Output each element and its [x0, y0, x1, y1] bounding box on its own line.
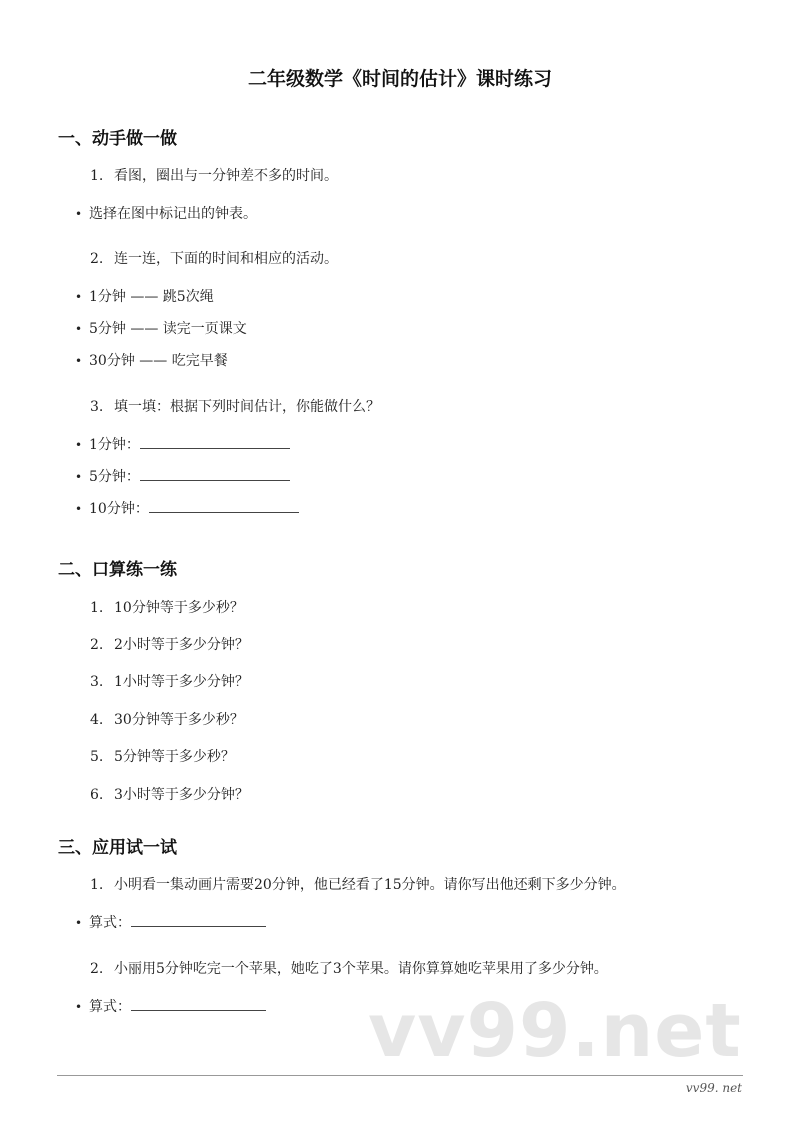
question-number: 1. [90, 168, 104, 184]
question-1-3 [90, 396, 380, 416]
question-text: 小丽用5分钟吃完一个苹果，她吃了3个苹果。请你算算她吃苹果用了多少分钟。 [114, 961, 608, 977]
word-problem-2 [90, 958, 608, 978]
answer-blank[interactable] [149, 498, 299, 513]
bullet-text: 算式： [89, 999, 131, 1015]
question-1-2 [90, 248, 338, 268]
bullet-icon: • [75, 322, 83, 336]
bullet-text: 1分钟 —— 跳5次绳 [89, 289, 214, 305]
bullet-text: 10分钟： [89, 501, 149, 517]
bullet-icon: • [75, 502, 83, 516]
question-number: 3. [90, 399, 104, 415]
question-number: 4. [90, 712, 104, 728]
footer-site: vv99. net [685, 1081, 742, 1095]
answer-blank[interactable] [131, 912, 266, 927]
question-text: 看图，圈出与一分钟差不多的时间。 [114, 168, 338, 184]
calc-item-2 [90, 634, 249, 654]
question-number: 5. [90, 749, 104, 765]
fill-item-3 [75, 498, 299, 518]
section-heading-3: 三、应用试一试 [58, 838, 177, 858]
section-heading-1: 一、动手做一做 [58, 129, 177, 149]
bullet-icon: • [75, 207, 83, 221]
calc-item-6 [90, 784, 249, 804]
question-text: 1小时等于多少分钟？ [114, 674, 249, 690]
bullet-icon: • [75, 470, 83, 484]
footer-divider [57, 1075, 743, 1076]
match-item-1 [75, 286, 214, 306]
question-text: 5分钟等于多少秒？ [114, 749, 235, 765]
question-text: 2小时等于多少分钟？ [114, 637, 249, 653]
question-text: 小明看一集动画片需要20分钟，他已经看了15分钟。请你写出他还剩下多少分钟。 [114, 877, 626, 893]
calc-item-1 [90, 597, 244, 617]
bullet-text: 5分钟 —— 读完一页课文 [89, 321, 247, 337]
bullet-item [75, 203, 257, 223]
question-number: 6. [90, 787, 104, 803]
bullet-text: 选择在图中标记出的钟表。 [89, 206, 257, 222]
formula-line-2 [75, 996, 266, 1016]
calc-item-4 [90, 709, 244, 729]
calc-item-3 [90, 671, 249, 691]
bullet-text: 算式： [89, 915, 131, 931]
question-1-1 [90, 165, 338, 185]
bullet-icon: • [75, 438, 83, 452]
question-number: 1. [90, 877, 104, 893]
bullet-text: 5分钟： [89, 469, 140, 485]
bullet-icon: • [75, 1000, 83, 1014]
calc-item-5 [90, 746, 235, 766]
answer-blank[interactable] [140, 434, 290, 449]
fill-item-2 [75, 466, 290, 486]
question-number: 1. [90, 600, 104, 616]
watermark: vv99.net [368, 988, 742, 1074]
question-text: 连一连，下面的时间和相应的活动。 [114, 251, 338, 267]
question-text: 3小时等于多少分钟？ [114, 787, 249, 803]
answer-blank[interactable] [140, 466, 290, 481]
bullet-text: 1分钟： [89, 437, 140, 453]
question-text: 填一填：根据下列时间估计，你能做什么？ [114, 399, 380, 415]
bullet-icon: • [75, 354, 83, 368]
match-item-2 [75, 318, 247, 338]
formula-line-1 [75, 912, 266, 932]
bullet-icon: • [75, 290, 83, 304]
section-heading-2: 二、口算练一练 [58, 560, 177, 580]
question-number: 2. [90, 251, 104, 267]
match-item-3 [75, 350, 228, 370]
question-text: 10分钟等于多少秒？ [114, 600, 244, 616]
word-problem-1 [90, 874, 626, 894]
question-number: 2. [90, 637, 104, 653]
fill-item-1 [75, 434, 290, 454]
answer-blank[interactable] [131, 996, 266, 1011]
bullet-text: 30分钟 —— 吃完早餐 [89, 353, 228, 369]
question-text: 30分钟等于多少秒？ [114, 712, 244, 728]
question-number: 3. [90, 674, 104, 690]
page-title: 二年级数学《时间的估计》课时练习 [247, 68, 552, 90]
question-number: 2. [90, 961, 104, 977]
bullet-icon: • [75, 916, 83, 930]
